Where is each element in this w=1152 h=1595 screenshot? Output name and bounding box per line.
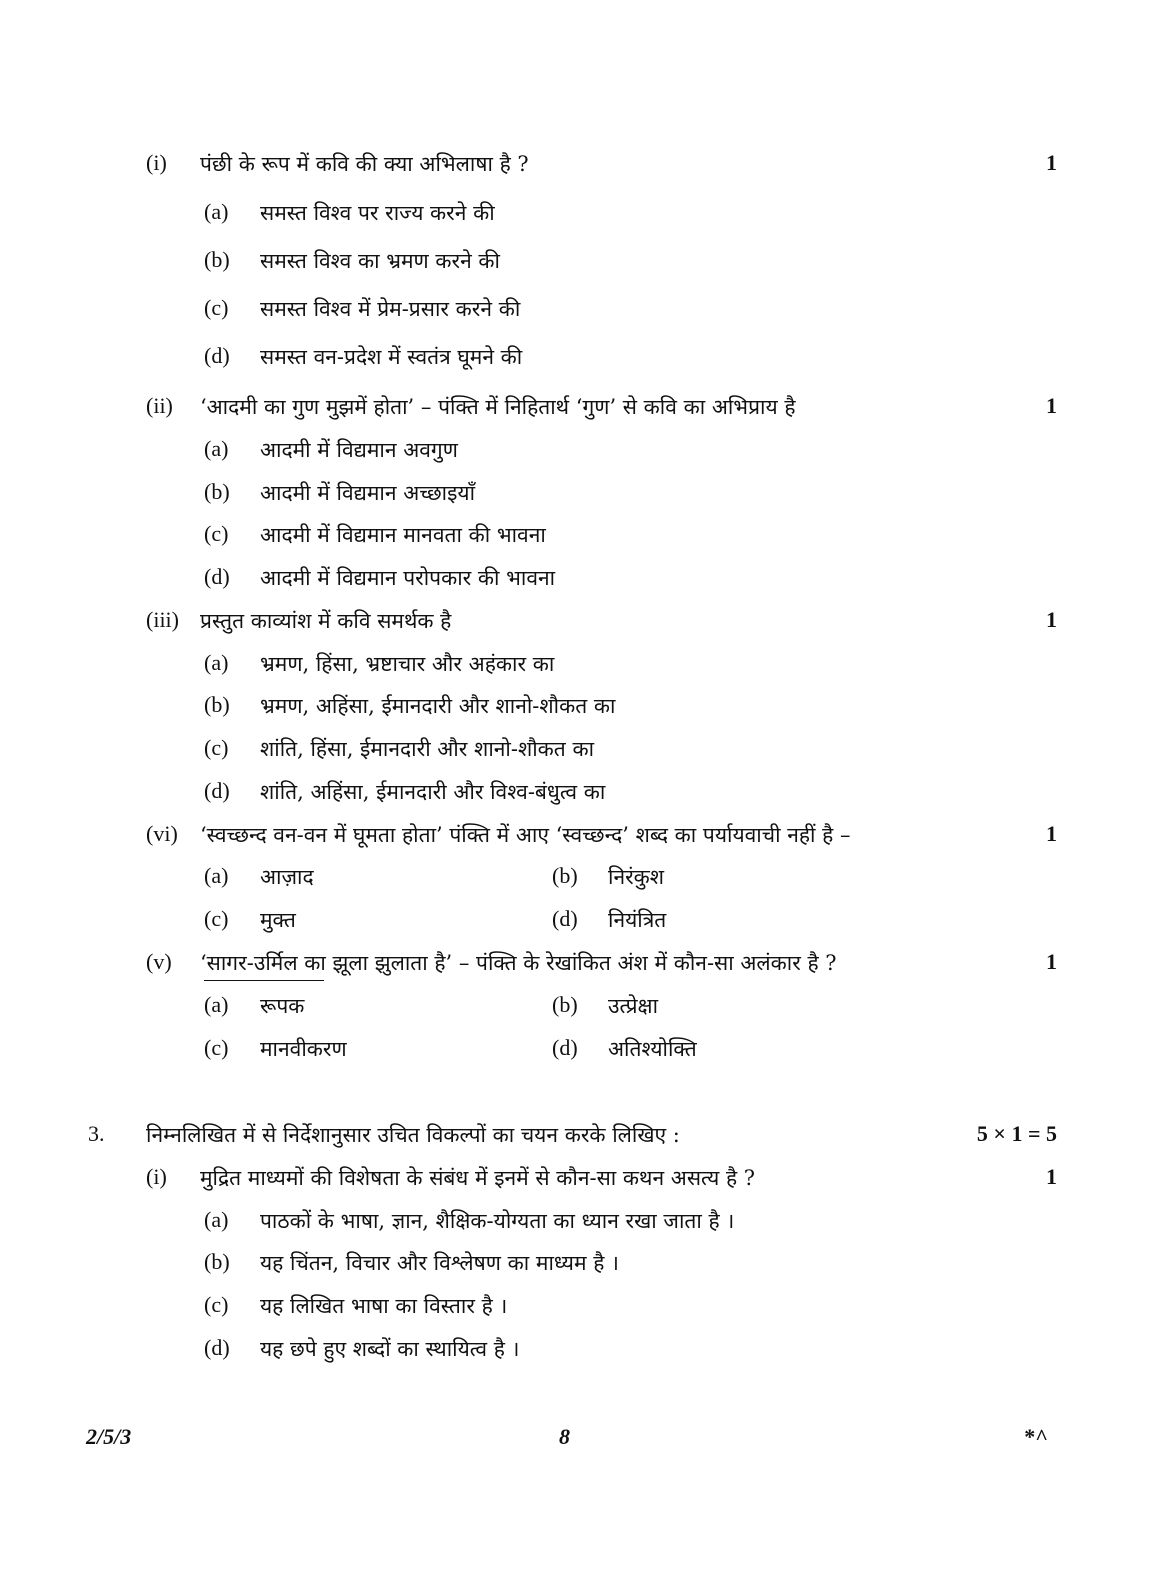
option-text: समस्त विश्व में प्रेम-प्रसार करने की bbox=[260, 297, 521, 321]
footer-paper-code: 2/5/3 bbox=[86, 1424, 132, 1449]
option-text: अतिश्योक्ति bbox=[608, 1037, 697, 1061]
question-number: (v) bbox=[146, 949, 172, 974]
option-text: यह छपे हुए शब्दों का स्थायित्व है । bbox=[260, 1337, 520, 1361]
question-number: (i) bbox=[146, 1164, 167, 1189]
question-text: मुद्रित माध्यमों की विशेषता के संबंध में इनमें से कौन-सा कथन असत्य है ? bbox=[200, 1166, 756, 1190]
option-label: (a) bbox=[204, 199, 229, 224]
option-label: (c) bbox=[204, 295, 229, 320]
option-label: (a) bbox=[204, 863, 229, 888]
option-text: रूपक bbox=[260, 994, 305, 1018]
marks: 1 bbox=[1046, 949, 1057, 974]
option-text: निरंकुश bbox=[608, 865, 665, 889]
option-label: (d) bbox=[204, 343, 230, 368]
option-label: (c) bbox=[204, 1035, 229, 1060]
footer-page-number: 8 bbox=[559, 1424, 570, 1449]
option-label: (b) bbox=[204, 692, 230, 717]
option-text: समस्त वन-प्रदेश में स्वतंत्र घूमने की bbox=[260, 345, 523, 369]
option-label: (c) bbox=[204, 735, 229, 760]
option-label: (c) bbox=[204, 521, 229, 546]
question-number: (ii) bbox=[146, 393, 173, 418]
option-text: आदमी में विद्यमान अच्छाइयाँ bbox=[260, 481, 476, 505]
option-text: नियंत्रित bbox=[608, 908, 667, 932]
option-label: (b) bbox=[552, 992, 578, 1017]
option-text: आदमी में विद्यमान परोपकार की भावना bbox=[260, 566, 556, 590]
option-text: आदमी में विद्यमान अवगुण bbox=[260, 438, 458, 462]
option-text: यह लिखित भाषा का विस्तार है । bbox=[260, 1294, 508, 1318]
option-label: (a) bbox=[204, 1207, 229, 1232]
option-text: मुक्त bbox=[260, 908, 296, 932]
option-text: आज़ाद bbox=[260, 865, 314, 889]
option-label: (d) bbox=[552, 906, 578, 931]
option-label: (b) bbox=[204, 247, 230, 272]
question-text: ‘सागर-उर्मिल का झूला झुलाता है’ – पंक्ति के रेखांकित अंश में कौन-सा अलंकार है ? bbox=[200, 951, 837, 975]
question-number: 3. bbox=[88, 1121, 105, 1146]
option-label: (b) bbox=[552, 863, 578, 888]
question-text: प्रस्तुत काव्यांश में कवि समर्थक है bbox=[200, 609, 452, 633]
question-text: पंछी के रूप में कवि की क्या अभिलाषा है ? bbox=[200, 152, 529, 176]
option-text: समस्त विश्व पर राज्य करने की bbox=[260, 201, 495, 225]
option-text: मानवीकरण bbox=[260, 1037, 347, 1061]
option-label: (b) bbox=[204, 1249, 230, 1274]
option-text: उत्प्रेक्षा bbox=[608, 994, 659, 1018]
option-label: (c) bbox=[204, 906, 229, 931]
option-text: भ्रमण, हिंसा, भ्रष्टाचार और अहंकार का bbox=[260, 652, 555, 676]
option-label: (d) bbox=[204, 778, 230, 803]
question-text: ‘आदमी का गुण मुझमें होता’ – पंक्ति में निहितार्थ ‘गुण’ से कवि का अभिप्राय है bbox=[200, 395, 796, 419]
option-label: (b) bbox=[204, 479, 230, 504]
question-number: (iii) bbox=[146, 607, 179, 632]
option-label: (d) bbox=[204, 1335, 230, 1360]
marks: 1 bbox=[1046, 393, 1057, 418]
option-text: आदमी में विद्यमान मानवता की भावना bbox=[260, 523, 546, 547]
marks: 5 × 1 = 5 bbox=[976, 1121, 1057, 1146]
marks: 1 bbox=[1046, 1164, 1057, 1189]
marks: 1 bbox=[1046, 607, 1057, 632]
option-text: भ्रमण, अहिंसा, ईमानदारी और शानो-शौकत का bbox=[260, 694, 616, 718]
question-text: ‘स्वच्छन्द वन-वन में घूमता होता’ पंक्ति में आए ‘स्वच्छन्द’ शब्द का पर्यायवाची नहीं है – bbox=[200, 823, 851, 847]
question-number: (i) bbox=[146, 150, 167, 175]
option-text: पाठकों के भाषा, ज्ञान, शैक्षिक-योग्यता का ध्यान रखा जाता है । bbox=[260, 1209, 735, 1233]
question-number: (vi) bbox=[146, 821, 178, 846]
option-label: (a) bbox=[204, 650, 229, 675]
option-label: (c) bbox=[204, 1292, 229, 1317]
marks: 1 bbox=[1046, 821, 1057, 846]
option-label: (d) bbox=[204, 564, 230, 589]
option-text: शांति, अहिंसा, ईमानदारी और विश्व-बंधुत्व का bbox=[260, 780, 606, 804]
option-label: (a) bbox=[204, 436, 229, 461]
question-text: निम्नलिखित में से निर्देशानुसार उचित विकल्पों का चयन करके लिखिए : bbox=[146, 1123, 680, 1147]
option-text: यह चिंतन, विचार और विश्लेषण का माध्यम है । bbox=[260, 1251, 619, 1275]
underline bbox=[204, 980, 324, 981]
option-text: शांति, हिंसा, ईमानदारी और शानो-शौकत का bbox=[260, 737, 595, 761]
option-label: (d) bbox=[552, 1035, 578, 1060]
footer-mark: *^ bbox=[1024, 1424, 1048, 1449]
option-label: (a) bbox=[204, 992, 229, 1017]
marks: 1 bbox=[1046, 150, 1057, 175]
option-text: समस्त विश्व का भ्रमण करने की bbox=[260, 249, 500, 273]
